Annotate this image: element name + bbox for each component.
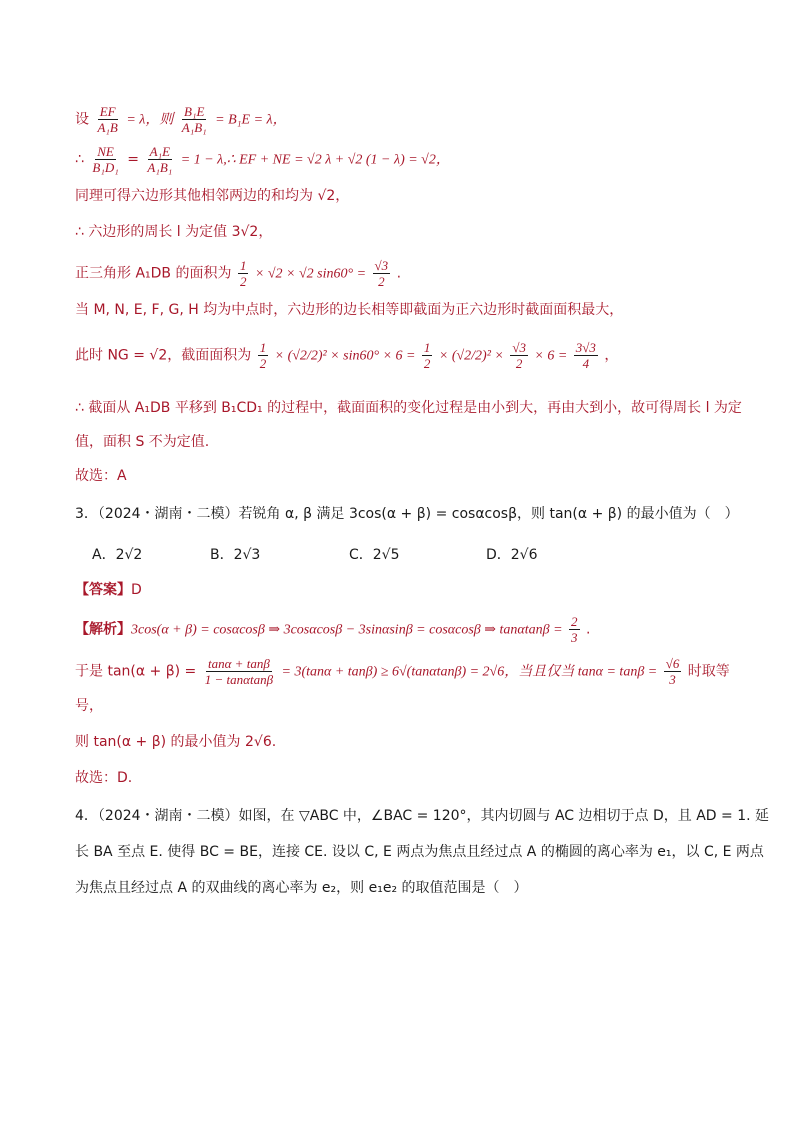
denominator: 1 − tanαtanβ xyxy=(204,672,274,687)
q3-analysis-2 xyxy=(75,656,730,687)
numerator: tanα + tanβ xyxy=(208,656,270,671)
line-conclusion-2: 值，面积 S 不为定值. xyxy=(75,434,210,450)
numerator: 1 xyxy=(239,258,247,273)
denominator: A₁B₁ xyxy=(181,120,207,135)
fraction xyxy=(510,340,528,371)
q4-line-1: 4．（2024・湖南・二模）如图，在 ▽ABC 中，∠BAC = 120°，其内切圆与 AC 边相切于点 D，且 AD = 1. 延 xyxy=(75,808,770,824)
line-hexagon-area: 此时 NG = √2，截面面积为 $\frac{1}{2}$ × (√2/2)² × sin60° × 6 = $\frac{1}{2}$ × (√2/2)² × $\frac{√3}{2}$ × 6 = $\frac{3√3}{4}$ ， xyxy=(75,340,619,371)
fraction xyxy=(422,340,433,371)
denominator: 2 xyxy=(378,274,385,289)
text: 3cos(α + β) = cosαcosβ ⇒ 3cosαcosβ − 3sinαsinβ = cosαcosβ ⇒ tanαtanβ = xyxy=(131,622,563,638)
line-midpoints: 当 M, N, E, F, G, H 均为中点时，六边形的边长相等即截面为正六边形时截面面积最大， xyxy=(75,302,624,318)
numerator: 3√3 xyxy=(575,340,596,355)
denominator: A₁B₁ xyxy=(147,160,173,175)
fraction xyxy=(203,656,275,687)
denominator: A₁B xyxy=(97,120,118,135)
q4-line-2: 长 BA 至点 E. 使得 BC = BE，连接 CE. 设以 C, E 两点为焦点且经过点 A 的椭圆的离心率为 e₁，以 C, E 两点 xyxy=(75,844,764,860)
denominator: 3 xyxy=(669,672,676,687)
text: 此时 NG = √2，截面面积为 xyxy=(75,347,252,364)
numerator: √3 xyxy=(374,258,389,273)
q3-answer xyxy=(75,580,142,600)
fraction xyxy=(238,258,249,289)
line-conclusion-1: ∴ 截面从 A₁DB 平移到 B₁CD₁ 的过程中，截面面积的变化过程是由小到大，再由大到小，故可得周长 l 为定 xyxy=(75,400,742,416)
choose-d: 故选：D. xyxy=(75,770,133,786)
text: = 3(tanα + tanβ) ≥ 6√(tanαtanβ) = 2√6，当且仅当 tanα = tanβ = xyxy=(281,664,658,680)
option-c: C．2√5 xyxy=(349,547,400,563)
denominator: 2 xyxy=(259,356,267,371)
option-a: A．2√2 xyxy=(92,547,143,563)
text: × (√2/2)² × xyxy=(438,348,504,364)
q3-analysis-1: 【解析】3cos(α + β) = cosαcosβ ⇒ 3cosαcosβ − 3sinαsinβ = cosαcosβ ⇒ tanαtanβ = $\frac{2}{3}$ . xyxy=(75,614,591,645)
numerator: √3 xyxy=(512,340,526,355)
denominator: 2 xyxy=(515,356,523,371)
numerator: 2 xyxy=(571,614,578,629)
analysis-tag: 【解析】 xyxy=(75,621,131,638)
text: × √2 × √2 sin60° = xyxy=(254,266,367,282)
numerator: √6 xyxy=(665,656,680,671)
denominator: B₁D₁ xyxy=(92,160,119,175)
numerator: EF xyxy=(99,104,116,119)
line-ratio: ∴ $\frac{NE}{\text{B₁D₁}}$ = $\frac{\text{A₁E}}{\text{A₁B₁}}$ = 1 − λ,∴ EF + NE = √2 λ + √2 (1 − λ) = √2， xyxy=(75,144,450,175)
line-similar: 同理可得六边形其他相邻两边的和均为 √2， xyxy=(75,188,350,204)
text: 时取等 xyxy=(687,663,730,680)
fraction xyxy=(373,258,391,289)
text: × 6 = xyxy=(534,348,568,364)
q3-analysis-4: 则 tan(α + β) 的最小值为 2√6. xyxy=(75,734,277,750)
denominator: 4 xyxy=(582,356,590,371)
answer-value: D xyxy=(131,582,142,598)
numerator: 1 xyxy=(259,340,267,355)
q3-analysis-3: 号， xyxy=(75,698,103,714)
text: × (√2/2)² × sin60° × 6 = xyxy=(274,348,416,364)
option-d: D．2√6 xyxy=(486,547,538,563)
text: 正三角形 A₁DB 的面积为 xyxy=(75,265,232,282)
fraction xyxy=(145,144,174,175)
q3-stem: 3．（2024・湖南・二模）若锐角 α, β 满足 3cos(α + β) = cosαcosβ，则 tan(α + β) 的最小值为（ ） xyxy=(75,506,739,522)
fraction xyxy=(180,104,209,135)
fraction xyxy=(664,656,682,687)
text: = B₁E = λ， xyxy=(215,112,287,128)
text: = 1 − λ,∴ EF + NE = √2 λ + √2 (1 − λ) = √2， xyxy=(180,152,450,168)
text: 于是 tan(α + β) = xyxy=(75,663,197,680)
text: = λ，则 xyxy=(126,112,174,128)
text: 设 xyxy=(75,111,89,128)
answer-tag: 【答案】 xyxy=(75,582,131,598)
fraction xyxy=(574,340,598,371)
line-perimeter: ∴ 六边形的周长 l 为定值 3√2， xyxy=(75,224,273,240)
denominator: 2 xyxy=(239,274,247,289)
numerator: NE xyxy=(97,144,114,159)
option-b: B．2√3 xyxy=(210,547,261,563)
denominator: 2 xyxy=(423,356,431,371)
numerator: A₁E xyxy=(149,144,171,159)
line-assume xyxy=(75,104,287,135)
fraction xyxy=(95,104,119,135)
q4-line-3: 为焦点且经过点 A 的双曲线的离心率为 e₂，则 e₁e₂ 的取值范围是（ ） xyxy=(75,880,528,896)
numerator: B₁E xyxy=(184,104,205,119)
fraction xyxy=(258,340,269,371)
fraction xyxy=(569,614,580,645)
fraction xyxy=(90,144,120,175)
choose-a: 故选：A xyxy=(75,468,127,484)
denominator: 3 xyxy=(571,630,578,645)
line-triangle-area: 正三角形 A₁DB 的面积为 $\frac{1}{2}$ × √2 × √2 sin60° = $\frac{√3}{2}$ . xyxy=(75,258,402,289)
numerator: 1 xyxy=(423,340,431,355)
text: ∴ xyxy=(75,151,84,168)
